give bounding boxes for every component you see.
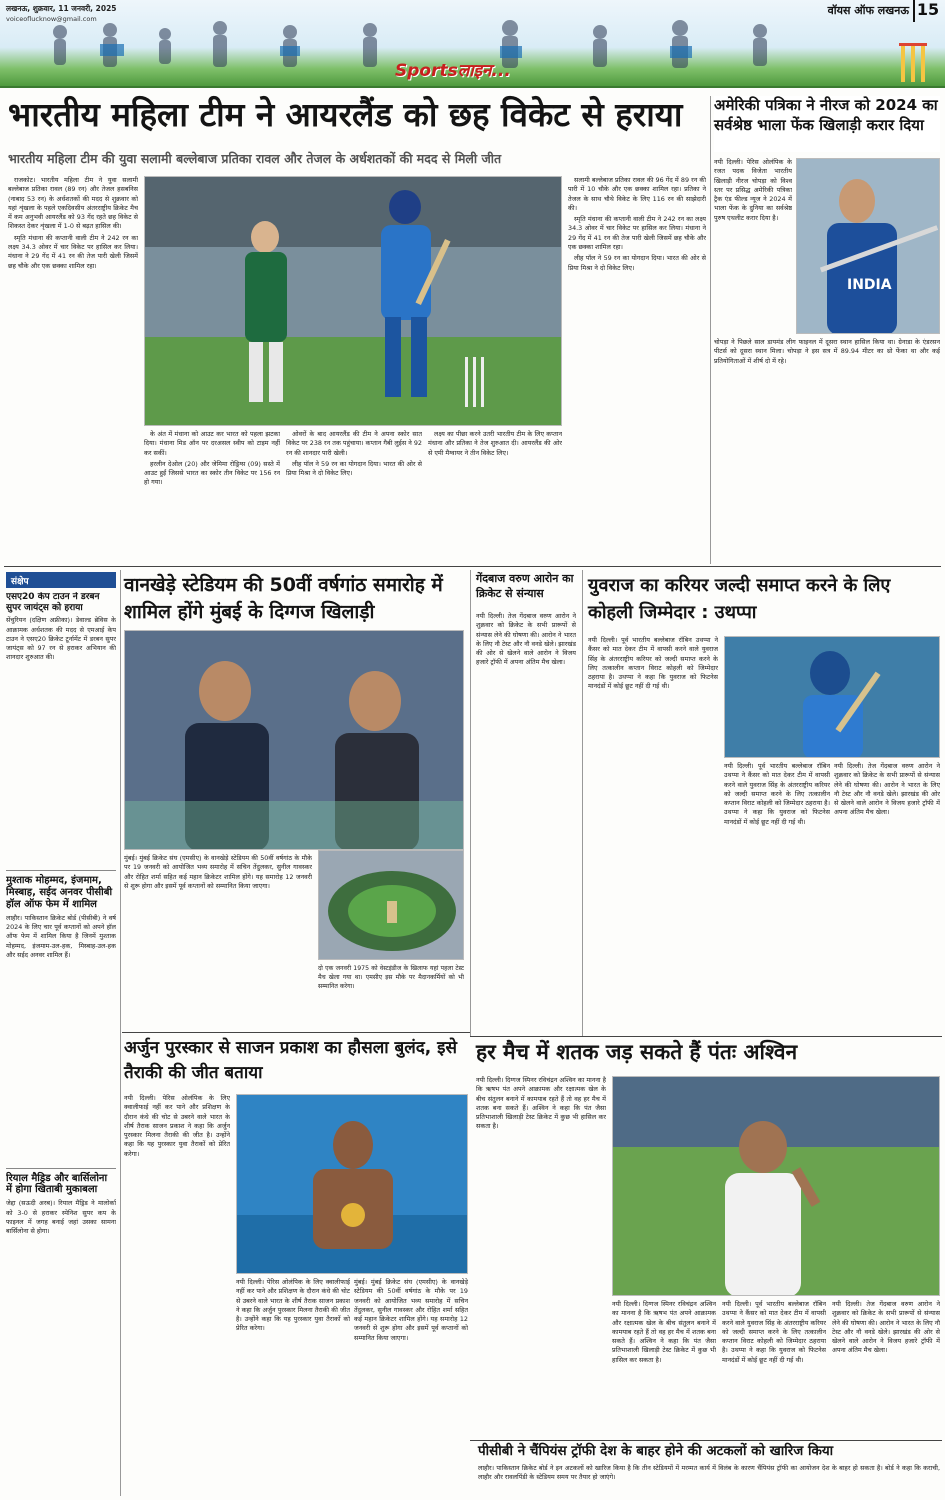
lead-col-3: ओवरों के बाद आयरलैंड की टीम ने अपना स्कोर सात विकेट पर 238 रन तक पहुंचाया। कप्तान गैबी लुईस ने 92 रन की शानदार पारी खेली। लीह पॉल ने 59 रन का योगदान दिया। भारत की ओर से प्रिया मिश्रा ने दो विकेट लिए। [286, 430, 422, 478]
wankhede-photo-legends [124, 630, 464, 850]
paper-name: वॉयस ऑफ लखनऊ [827, 4, 909, 17]
pant-body-4: नयी दिल्ली। तेज गेंदबाज वरुण आरोन ने शुक्रवार को क्रिकेट के सभी प्रारूपों से संन्यास लेने की घोषणा की। आरोन ने भारत के लिए नौ टेस्ट और नौ वनडे खेले। झारखंड की ओर से खेलने वाले आरोन ने विजय हजारे ट्रॉफी में अपना अंतिम मैच खेला। [832, 1300, 940, 1355]
varun-headline: गेंदबाज वरुण आरोन का क्रिकेट से संन्यास [476, 572, 574, 600]
pcb-body: लाहौर। पाकिस्तान क्रिकेट बोर्ड ने इन अटकलों को खारिज किया है कि तीन स्टेडियमों में मरम्मत कार्य में विलंब के कारण चैंपियंस ट्रॉफी का आयोजन देश के बाहर हो सकता है। बोर्ड ने कहा कि कराची, लाहौर और रावलपिंडी के स्टेडियम समय पर तैयार हो जाएंगे। [478, 1464, 940, 1482]
lead-col-2: के अंत में मंधाना को आउट कर भारत को पहला झटका दिया। मंधाना मिड ऑन पर दरअसल स्वीप को टाइम नहीं कर सकीं। हरलीन देओल (20) और जेमिमा रोड्रिग्स (09) सस्ते में आउट हुईं जिससे भारत का स्कोर तीन विकेट पर 156 रन हो गया। [144, 430, 280, 487]
varun-body: नयी दिल्ली। तेज गेंदबाज वरुण आरोन ने शुक्रवार को क्रिकेट के सभी प्रारूपों से संन्यास लेने की घोषणा की। आरोन ने भारत के लिए नौ टेस्ट और नौ वनडे खेले। झारखंड की ओर से खेलने वाले आरोन ने विजय हजारे ट्रॉफी में अपना अंतिम मैच खेला। [476, 612, 576, 667]
sajan-body-3: मुंबई। मुंबई क्रिकेट संघ (एमसीए) के वानखेड़े स्टेडियम की 50वीं वर्षगांठ के मौके पर 19 जनवरी को आयोजित भव्य समारोह में सचिन तेंदुलकर, सुनील गावस्कर और रोहित शर्मा सहित कई महान क्रिकेटर शामिल होंगे। यह समारोह 12 जनवरी से शुरू होगा और इसमें पूर्व कप्तानों को सम्मानित किया जाएगा। [354, 1278, 468, 1342]
brief-column [6, 592, 116, 1492]
yuvraj-body-3: नयी दिल्ली। तेज गेंदबाज वरुण आरोन ने शुक्रवार को क्रिकेट के सभी प्रारूपों से संन्यास लेने की घोषणा की। आरोन ने भारत के लिए नौ टेस्ट और नौ वनडे खेले। झारखंड की ओर से खेलने वाले आरोन ने विजय हजारे ट्रॉफी में अपना अंतिम मैच खेला। [834, 762, 940, 817]
page-number: 15 [913, 0, 941, 22]
pant-headline: हर मैच में शतक जड़ सकते हैं पंतः अश्विन [476, 1040, 798, 1064]
lead-col-4: सलामी बल्लेबाज प्रतिका रावल की 96 गेंद में 89 रन की पारी में 10 चौके और एक छक्का शामिल रहा। प्रतिका ने तेजल के साथ चौथे विकेट के लिए 116 रन की साझेदारी की। स्मृति मंधाना की कप्तानी वाली टीम ने 242 रन का लक्ष्य 34.3 ओवर में चार विकेट पर हासिल कर लिया। मंधाना ने 29 गेंद में 41 रन की तेज पारी खेली जिसमें छह चौके और एक छक्का शामिल रहा। लीह पॉल ने 59 रन का योगदान दिया। भारत की ओर से प्रिया मिश्रा ने दो विकेट लिए। [568, 176, 706, 272]
wankhede-caption: दो एक जनवरी 1975 को वेस्टइंडीज के खिलाफ यहां पहला टेस्ट मैच खेला गया था। एमसीए इस मौके पर मैदानकर्मियों को भी सम्मानित करेगा। [318, 965, 464, 990]
pcb-headline: पीसीबी ने चैंपियंस ट्रॉफी देश के बाहर होने की अटकलों को खारिज किया [478, 1443, 834, 1459]
svg-text:INDIA: INDIA [847, 277, 892, 293]
pant-body-3: नयी दिल्ली। पूर्व भारतीय बल्लेबाज रॉबिन उथप्पा ने कैंसर को मात देकर टीम में वापसी करने वाले युवराज सिंह के अंतरराष्ट्रीय करियर को जल्दी समाप्त करने के लिए तत्कालीन कप्तान विराट कोहली को जिम्मेदार ठहराया है। उथप्पा ने कहा कि युवराज को फिटनेस मानदंडों में कोई छूट नहीं दी गई थी। [722, 1300, 826, 1364]
masthead-banner [0, 0, 945, 88]
brief-item-3-headline: रियाल मैड्रिड और बार्सिलोना में होगा खिताबी मुकाबला [6, 1172, 108, 1196]
lead-photo-cricket [144, 176, 562, 426]
yuvraj-headline: युवराज का करियर जल्दी समाप्त करने के लिए कोहली जिम्मेदार : उथप्पा [588, 575, 891, 623]
brief-item-1-headline: एसए20 केप टाउन ने डरबन सुपर जायंट्स को हराया [6, 592, 100, 613]
lead-subheadline: भारतीय महिला टीम की युवा सलामी बल्लेबाज प्रतिका रावल और तेजल के अर्धशतकों की मदद से मिली जीत [8, 151, 502, 166]
brief-label: संक्षेप [6, 572, 116, 588]
neeraj-body-bottom: चोपड़ा ने पिछले साल डायमंड लीग फाइनल में दूसरा स्थान हासिल किया था। ग्रेनाडा के एंडरसन पीटर्स को दूसरा स्थान मिला। चोपड़ा ने इस सत्र में 89.94 मीटर का थ्रो फेंका था और कई प्रतियोगिताओं में शीर्ष दो में रहे। [714, 338, 940, 365]
lead-col-1: राजकोट। भारतीय महिला टीम ने युवा सलामी बल्लेबाज प्रतिका रावल (89 रन) और तेजल हसबनिस (नाबाद 53 रन) के अर्धशतकों की मदद से शुक्रवार को यहां शृंखला के पहले एकदिवसीय अंतरराष्ट्रीय क्रिकेट मैच में कम अनुभवी आयरलैंड को 93 गेंद रहते छह विकेट से शिकस्त देकर शृंखला में 1-0 से बढ़त हासिल की। स्मृति मंधाना की कप्तानी वाली टीम ने 242 रन का लक्ष्य 34.3 ओवर में चार विकेट पर हासिल कर लिया। मंधाना ने 29 गेंद में 41 रन की तेज पारी खेली जिसमें छह चौके और एक छक्का शामिल रहा। [8, 176, 138, 270]
pant-body: नयी दिल्ली। दिग्गज स्पिनर रविचंद्रन अश्विन का मानना है कि ऋषभ पंत अपने आक्रामक और रक्षात्मक खेल के बीच संतुलन बनाने में कामयाब रहते हैं तो वह हर मैच में शतक बना सकते हैं। अश्विन ने कहा कि पंत जैसा प्रतिभाशाली खिलाड़ी टेस्ट क्रिकेट में कुछ भी हासिल कर सकता है। [476, 1076, 606, 1131]
yuvraj-body: नयी दिल्ली। पूर्व भारतीय बल्लेबाज रॉबिन उथप्पा ने कैंसर को मात देकर टीम में वापसी करने वाले युवराज सिंह के अंतरराष्ट्रीय करियर को जल्दी समाप्त करने के लिए तत्कालीन कप्तान विराट कोहली को जिम्मेदार ठहराया है। उथप्पा ने कहा कि युवराज को फिटनेस मानदंडों में कोई छूट नहीं दी गई थी। [588, 636, 718, 691]
neeraj-headline-box [714, 96, 940, 152]
neeraj-body-top: नयी दिल्ली। पेरिस ओलंपिक के रजत पदक विजेता भारतीय खिलाड़ी नीरज चोपड़ा को विश्व स्तर पर प्रसिद्ध अमेरिकी पत्रिका ट्रैक एंड फील्ड न्यूज ने 2024 में भाला फेंक के दुनिया का सर्वश्रेष्ठ पुरुष एथलीट करार दिया है। [714, 158, 792, 222]
lead-headline: भारतीय महिला टीम ने आयरलैंड को छह विकेट से हराया [8, 95, 683, 134]
yuvraj-photo [724, 636, 940, 758]
brief-item-2-body: लाहौर। पाकिस्तान क्रिकेट बोर्ड (पीसीबी) ने वर्ष 2024 के लिए चार पूर्व कप्तानों को अपने हॉल ऑफ फेम में शामिल किया है जिनमें मुश्ताक मोहम्मद, इंजमाम-उल-हक, मिस्बाह-उल-हक और सईद अनवर शामिल हैं। [6, 913, 116, 959]
section-logo: Sportsलाइन... [395, 61, 511, 81]
yuvraj-body-2: नयी दिल्ली। पूर्व भारतीय बल्लेबाज रॉबिन उथप्पा ने कैंसर को मात देकर टीम में वापसी करने वाले युवराज सिंह के अंतरराष्ट्रीय करियर को जल्दी समाप्त करने के लिए तत्कालीन कप्तान विराट कोहली को जिम्मेदार ठहराया है। उथप्पा ने कहा कि युवराज को फिटनेस मानदंडों में कोई छूट नहीं दी गई थी। [724, 762, 830, 826]
email: voiceoflucknow@gmail.com [6, 15, 97, 23]
wankhede-body: मुंबई। मुंबई क्रिकेट संघ (एमसीए) के वानखेड़े स्टेडियम की 50वीं वर्षगांठ के मौके पर 19 जनवरी को आयोजित भव्य समारोह में सचिन तेंदुलकर, सुनील गावस्कर और रोहित शर्मा सहित कई महान क्रिकेटर शामिल होंगे। यह समारोह 12 जनवरी से शुरू होगा और इसमें पूर्व कप्तानों को सम्मानित किया जाएगा। [124, 854, 312, 890]
sajan-photo [236, 1094, 468, 1274]
brief-item-3-body: जेद्दा (सऊदी अरब)। रियाल मैड्रिड ने मालोर्का को 3-0 से हराकर स्पेनिश सुपर कप के फाइनल में जगह बनाई जहां उसका सामना बार्सिलोना से होगा। [6, 1199, 116, 1236]
sajan-body-2: नयी दिल्ली। पेरिस ओलंपिक के लिए क्वालीफाई नहीं कर पाने और प्रशिक्षण के दौरान कंधे की चोट से उबरने वाले भारत के शीर्ष तैराक साजन प्रकाश ने कहा कि अर्जुन पुरस्कार मिलना तैराकी की जीत है। उन्होंने कहा कि यह पुरस्कार युवा तैराकों को प्रेरित करेगा। [236, 1278, 350, 1333]
stumps-icon [893, 40, 933, 84]
sajan-body: नयी दिल्ली। पेरिस ओलंपिक के लिए क्वालीफाई नहीं कर पाने और प्रशिक्षण के दौरान कंधे की चोट से उबरने वाले भारत के शीर्ष तैराक साजन प्रकाश ने कहा कि अर्जुन पुरस्कार मिलना तैराकी की जीत है। उन्होंने कहा कि यह पुरस्कार युवा तैराकों को प्रेरित करेगा। [124, 1094, 230, 1158]
brief-item-2-headline: मुश्ताक मोहम्मद, इंजमाम, मिस्बाह, सईद अनवर पीसीबी हॉल ऑफ फेम में शामिल [6, 875, 113, 910]
pant-photo [612, 1076, 940, 1296]
sajan-headline: अर्जुन पुरस्कार से साजन प्रकाश का हौसला बुलंद, इसे तैराकी की जीत बताया [124, 1038, 458, 1083]
pant-body-2: नयी दिल्ली। दिग्गज स्पिनर रविचंद्रन अश्विन का मानना है कि ऋषभ पंत अपने आक्रामक और रक्षात्मक खेल के बीच संतुलन बनाने में कामयाब रहते हैं तो वह हर मैच में शतक बना सकते हैं। अश्विन ने कहा कि पंत जैसा प्रतिभाशाली खिलाड़ी टेस्ट क्रिकेट में कुछ भी हासिल कर सकता है। [612, 1300, 716, 1364]
wankhede-photo-stadium [318, 850, 464, 960]
neeraj-headline: अमेरिकी पत्रिका ने नीरज को 2024 का सर्वश्रेष्ठ भाला फेंक खिलाड़ी करार दिया [714, 96, 938, 134]
neeraj-photo [796, 158, 940, 334]
lead-col-3b: लक्ष्य का पीछा करने उतरी भारतीय टीम के लिए कप्तान मंधाना और प्रतिका ने तेज शुरुआत दी। आयरलैंड की ओर से एमी मैग्वायर ने तीन विकेट लिए। [428, 430, 562, 457]
brief-item-1-body: सेंचुरियन (दक्षिण अफ्रीका)। डेवाल्ड ब्रेविस के आक्रामक अर्धशतक की मदद से एमआई केप टाउन ने एसए20 क्रिकेट टूर्नामेंट में डरबन सुपर जायंट्स को 97 रन से हराकर अभियान की शानदार शुरुआत की। [6, 616, 116, 662]
wankhede-headline: वानखेड़े स्टेडियम की 50वीं वर्षगांठ समारोह में शामिल होंगे मुंबई के दिग्गज खिलाड़ी [124, 574, 443, 623]
dateline: लखनऊ, शुक्रवार, 11 जनवरी, 2025 [6, 4, 117, 13]
